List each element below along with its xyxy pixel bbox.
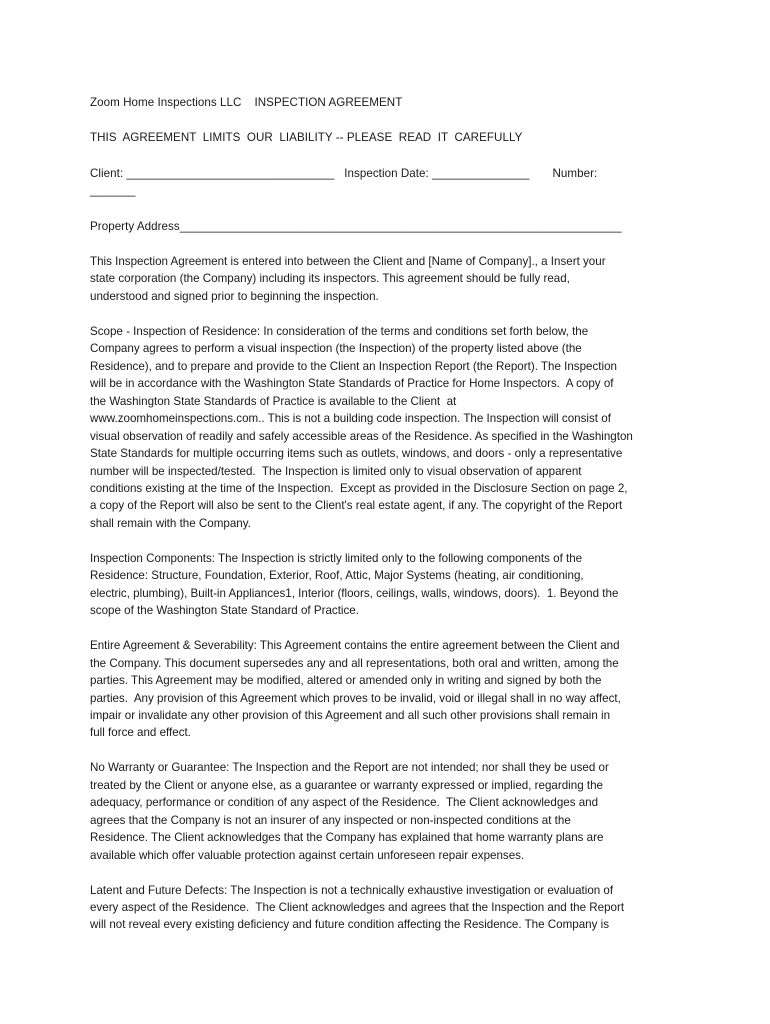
paragraph-line: a copy of the Report will also be sent to the Client's real estate agent, if any. The copyright of the Report (90, 499, 623, 513)
client-field-line: Client: ________________________________ Inspection Date: _______________ Number: (90, 166, 598, 180)
paragraph-line: www.zoomhomeinspections.com.. This is not a building code inspection. The Inspection will consist of (90, 412, 611, 426)
latent-defects-paragraph (90, 882, 690, 934)
components-paragraph (90, 550, 690, 620)
intro-paragraph (90, 253, 690, 305)
paragraph-line: number will be inspected/tested. The Inspection is limited only to visual observation of apparent (90, 464, 582, 478)
liability-warning: THIS AGREEMENT LIMITS OUR LIABILITY -- PLEASE READ IT CAREFULLY (90, 131, 523, 145)
paragraph-line: Residence: Structure, Foundation, Exterior, Roof, Attic, Major Systems (heating, air conditioning, (90, 569, 584, 583)
paragraph-line: shall remain with the Company. (90, 516, 251, 530)
paragraph-line: agrees that the Company is not an insurer of any inspected or non-inspected conditions at the (90, 813, 571, 827)
paragraph-line: conditions existing at the time of the Inspection. Except as provided in the Disclosure Section on page 2, (90, 481, 628, 495)
paragraph-line: scope of the Washington State Standard of Practice. (90, 604, 359, 618)
paragraph-line: State Standards for multiple occurring items such as outlets, windows, and doors - only a representative (90, 447, 623, 461)
scope-paragraph (90, 323, 690, 532)
no-warranty-paragraph (90, 759, 690, 864)
paragraph-line: will not reveal every existing deficiency and future condition affecting the Residence. The Company is (90, 918, 610, 932)
document-title: Zoom Home Inspections LLC INSPECTION AGREEMENT (90, 96, 403, 109)
paragraph-line: understood and signed prior to beginning the inspection. (90, 289, 379, 303)
agreement-body (90, 253, 690, 934)
paragraph-line: adequacy, performance or condition of any aspect of the Residence. The Client acknowledges and (90, 796, 599, 810)
paragraph-line: Latent and Future Defects: The Inspection is not a technically exhaustive investigation or evaluation of (90, 883, 614, 897)
paragraph-line: impair or invalidate any other provision of this Agreement and all such other provisions shall remain in (90, 708, 611, 722)
paragraph-line: Residence. The Client acknowledges that the Company has explained that home warranty plans are (90, 831, 604, 845)
paragraph-line: parties. This Agreement may be modified, altered or amended only in writing and signed by both the (90, 674, 602, 688)
paragraph-line: every aspect of the Residence. The Client acknowledges and agrees that the Inspection and the Report (90, 901, 625, 915)
paragraph-line: parties. Any provision of this Agreement which proves to be invalid, void or illegal shall in no way affect, (90, 691, 621, 705)
property-address-field: Property Address____________________________________________________________________ (90, 219, 622, 233)
paragraph-line: Entire Agreement & Severability: This Agreement contains the entire agreement between the Client and (90, 639, 620, 653)
paragraph-line: available which offer valuable protection against certain unforeseen repair expenses. (90, 848, 525, 862)
paragraph-line: state corporation (the Company) including its inspectors. This agreement should be fully read, (90, 272, 570, 286)
paragraph-line: the Company. This document supersedes any and all representations, both oral and written, among the (90, 656, 619, 670)
paragraph-line: full force and effect. (90, 726, 191, 740)
number-field-continuation: _______ (90, 184, 136, 198)
paragraph-line: visual observation of readily and safely accessible areas of the Residence. As specified in the Washington (90, 429, 633, 443)
paragraph-line: No Warranty or Guarantee: The Inspection and the Report are not intended; nor shall they be used or (90, 761, 609, 775)
paragraph-line: Scope - Inspection of Residence: In consideration of the terms and conditions set forth below, the (90, 324, 589, 338)
paragraph-line: the Washington State Standards of Practice is available to the Client at (90, 394, 457, 408)
paragraph-line: treated by the Client or anyone else, as a guarantee or warranty expressed or implied, regarding the (90, 778, 603, 792)
paragraph-line: This Inspection Agreement is entered into between the Client and [Name of Company]., a Insert your (90, 255, 606, 269)
paragraph-line: will be in accordance with the Washington State Standards of Practice for Home Inspectors. A copy of (90, 377, 614, 391)
paragraph-line: Company agrees to perform a visual inspection (the Inspection) of the property listed above (the (90, 342, 582, 356)
entire-agreement-paragraph (90, 637, 690, 742)
paragraph-line: Inspection Components: The Inspection is strictly limited only to the following components of the (90, 551, 583, 565)
paragraph-line: electric, plumbing), Built-in Appliances1, Interior (floors, ceilings, walls, windows, doors). 1. Beyond the (90, 586, 619, 600)
paragraph-line: Residence), and to prepare and provide to the Client an Inspection Report (the Report). The Inspection (90, 359, 617, 373)
